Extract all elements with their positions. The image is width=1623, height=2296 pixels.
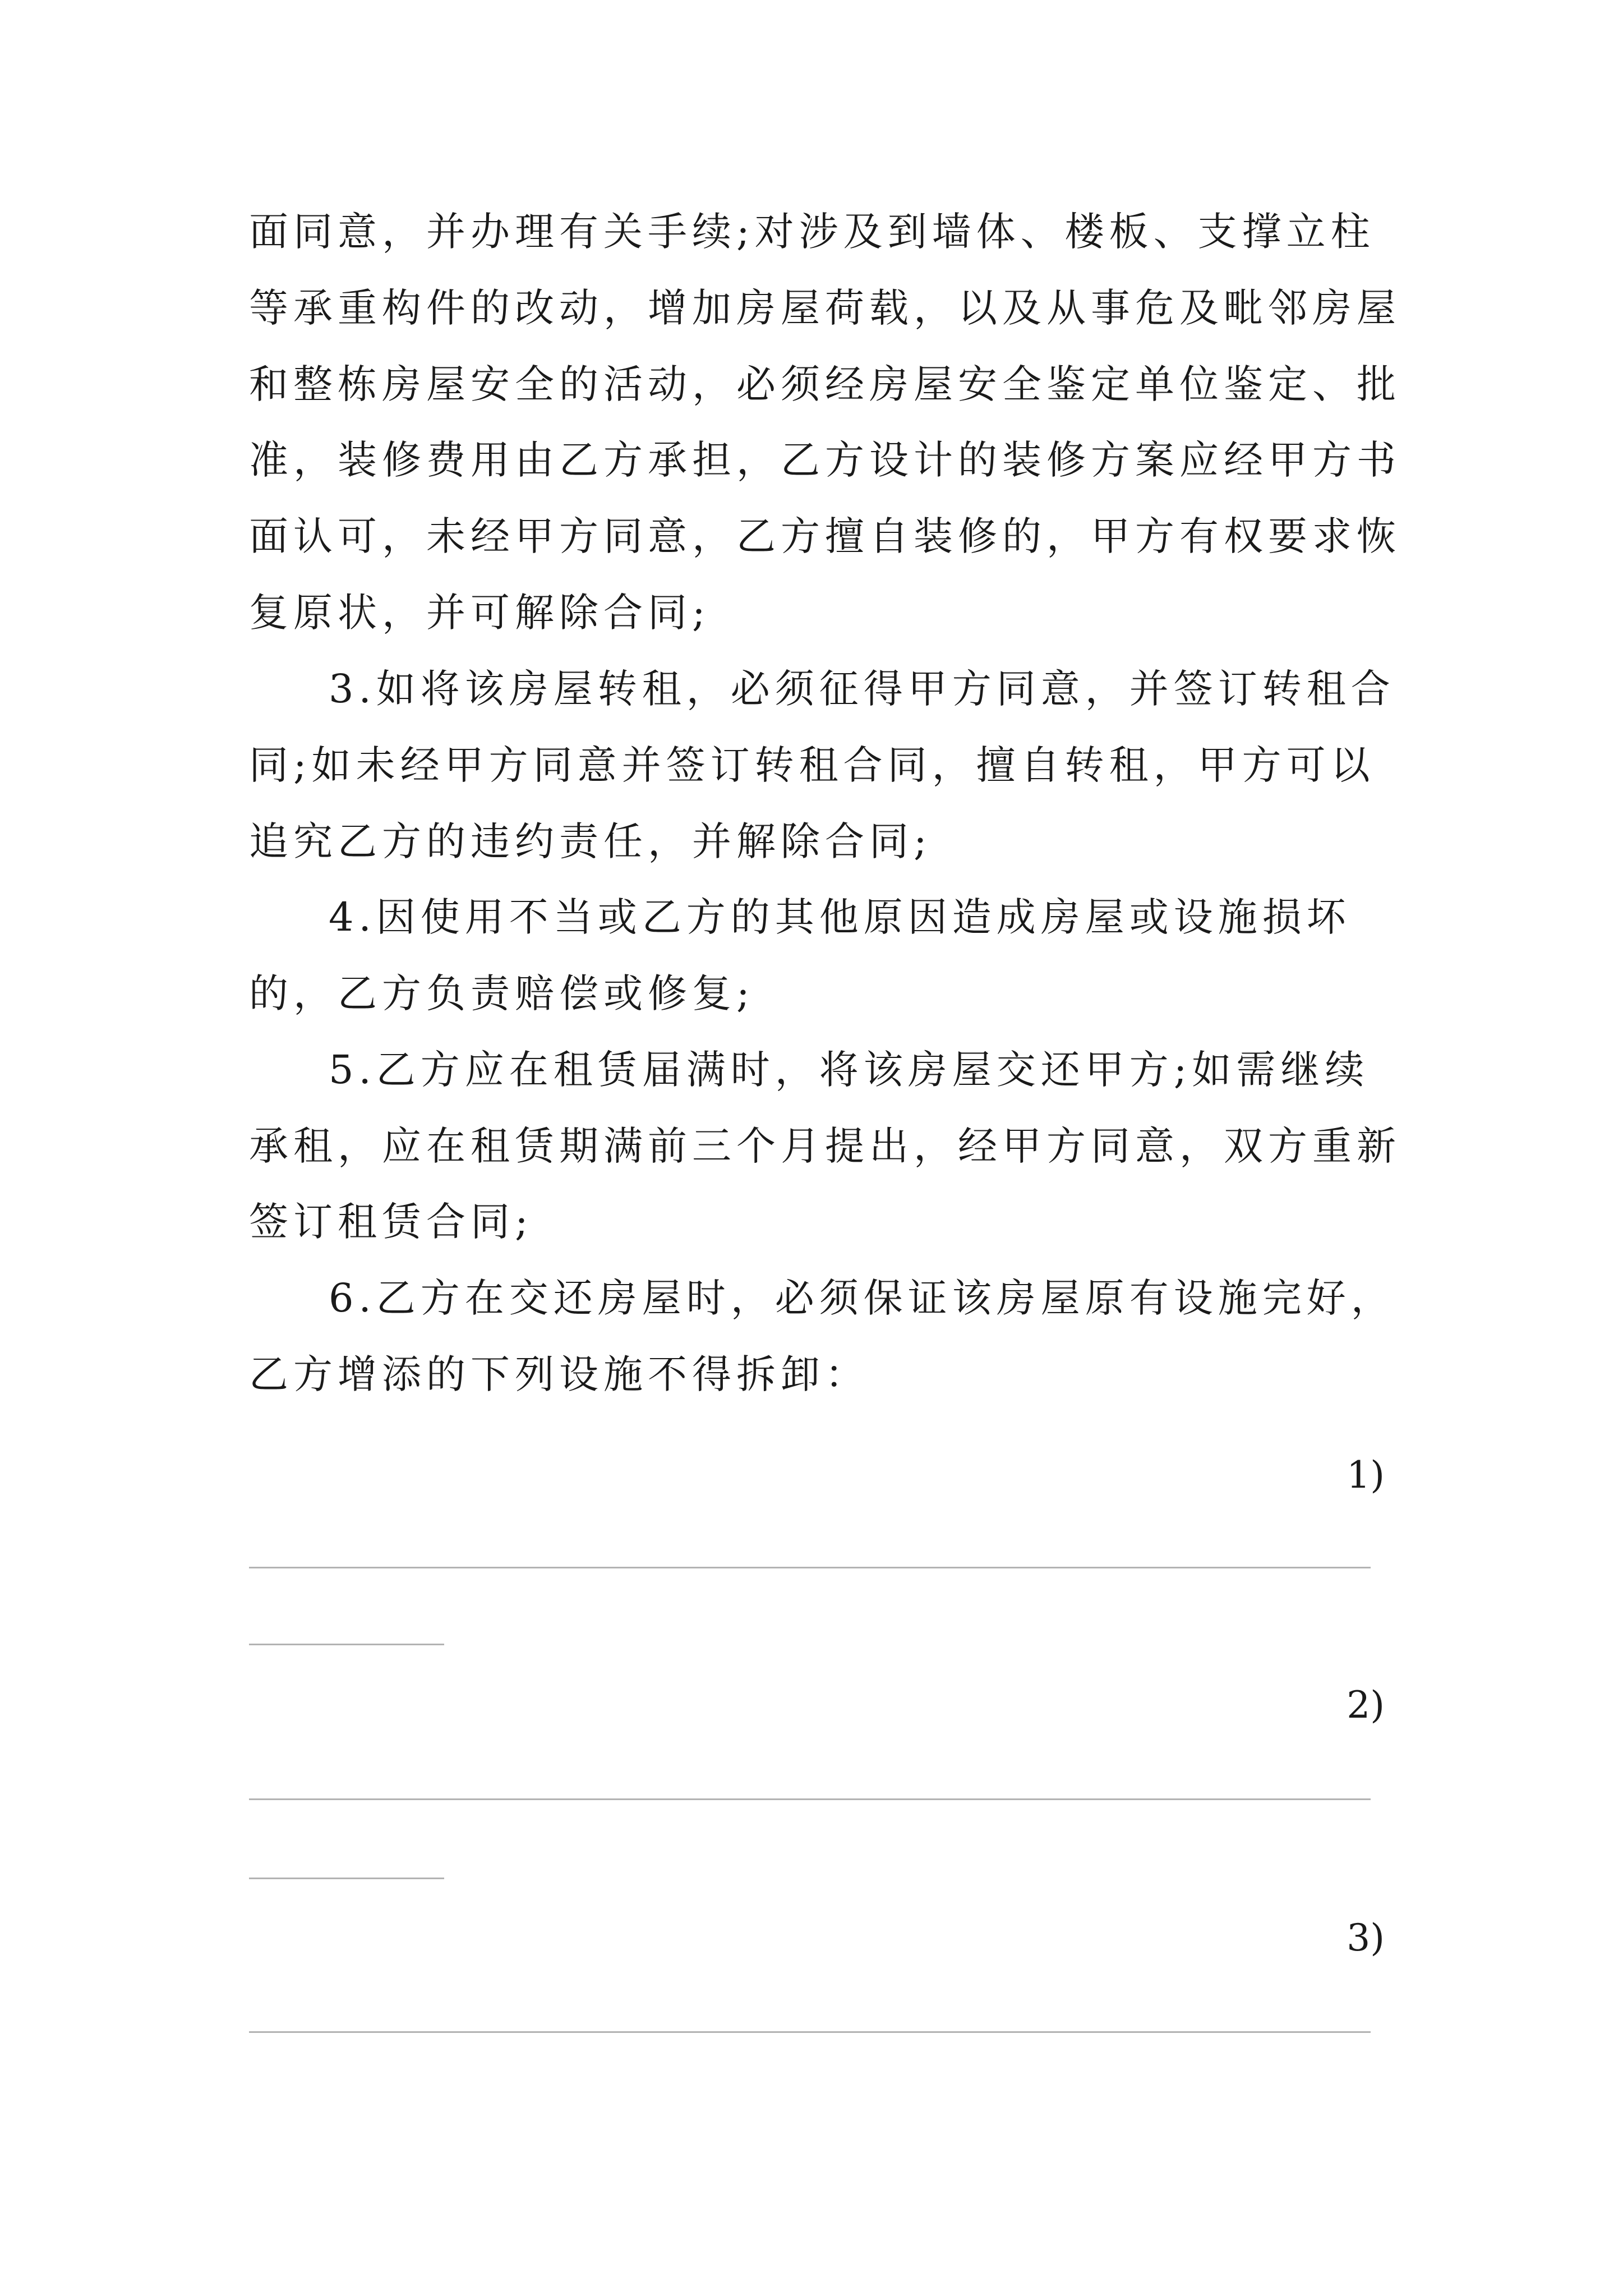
fill-in-blank-line bbox=[249, 1878, 444, 1879]
text-line: 追究乙方的违约责任，并解除合同; bbox=[249, 818, 932, 864]
text-line: 面认可，未经甲方同意，乙方擅自装修的，甲方有权要求恢 bbox=[249, 513, 1401, 559]
text-line: 承租，应在租赁期满前三个月提出，经甲方同意，双方重新 bbox=[249, 1123, 1401, 1169]
item-number: 2) bbox=[1347, 1683, 1385, 1727]
fill-in-blank-line bbox=[249, 1567, 1371, 1568]
clause-4-line: 4.因使用不当或乙方的其他原因造成房屋或设施损坏 bbox=[329, 894, 1351, 940]
fill-in-blank-line bbox=[249, 1798, 1371, 1800]
text-line: 准，装修费用由乙方承担，乙方设计的装修方案应经甲方书 bbox=[249, 437, 1401, 483]
fill-in-blank-line bbox=[249, 2031, 1371, 2033]
clause-5-line: 5.乙方应在租赁届满时，将该房屋交还甲方;如需继续 bbox=[329, 1047, 1370, 1093]
text-line: 复原状，并可解除合同; bbox=[249, 590, 711, 636]
text-line: 乙方增添的下列设施不得拆卸： bbox=[249, 1351, 869, 1397]
item-number: 1) bbox=[1347, 1453, 1385, 1497]
text-line: 的，乙方负责赔偿或修复; bbox=[249, 970, 755, 1016]
text-line: 签订租赁合同; bbox=[249, 1199, 533, 1245]
text-line: 等承重构件的改动，增加房屋荷载，以及从事危及毗邻房屋 bbox=[249, 285, 1401, 331]
text-line: 面同意，并办理有关手续;对涉及到墙体、楼板、支撑立柱 bbox=[249, 209, 1375, 255]
clause-3-line: 3.如将该房屋转租，必须征得甲方同意，并签订转租合 bbox=[329, 666, 1395, 712]
clause-6-line: 6.乙方在交还房屋时，必须保证该房屋原有设施完好， bbox=[329, 1275, 1395, 1321]
fill-in-blank-line bbox=[249, 1644, 444, 1645]
text-line: 同;如未经甲方同意并签订转租合同，擅自转租，甲方可以 bbox=[249, 742, 1375, 788]
text-line: 和整栋房屋安全的活动，必须经房屋安全鉴定单位鉴定、批 bbox=[249, 361, 1401, 407]
item-number: 3) bbox=[1347, 1916, 1385, 1959]
